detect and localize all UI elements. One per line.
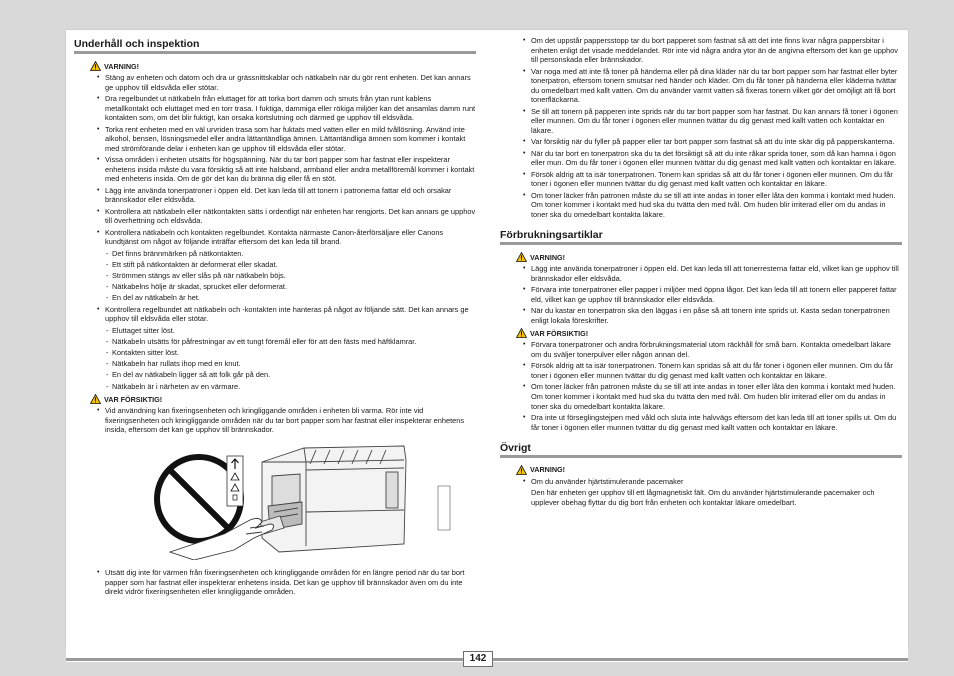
caution-triangle-icon (90, 394, 101, 404)
page-number: 142 (463, 651, 493, 667)
sub-list-item: - Eluttaget sitter löst. (74, 326, 476, 336)
warning-sticker-icon (227, 456, 243, 506)
sub-list-item: - En del av nätkabeln ligger så att folk går på den. (74, 370, 476, 380)
sub-list-item: - En del av nätkabeln är het. (74, 293, 476, 303)
list-item: • Se till att tonern på papperen inte sprids när du tar bort papper som har fastnat. Du kan annars få toner i ögonen eller munnen. Om du får toner i ögonen eller munnen tvättar du dig genast med kallt vatten och kontaktar en läkare. (500, 107, 902, 136)
section-heading-supplies: Förbrukningsartiklar (500, 229, 902, 245)
warning-label: VARNING! (530, 252, 566, 262)
list-item: • Vid användning kan fixeringsenheten och kringliggande områden i enheten bli varma. Rör inte vid fixeringsenheten och kringliggande områden när du tar bort papper som har fastnat eller inspekterar enhetens insida, eftersom det kan ge upphov till brännskador. (74, 406, 476, 435)
power-cord-checklist (74, 326, 476, 392)
list-item: • Dra regelbundet ut nätkabeln från eluttaget för att torka bort damm och smuts från ytan runt kablens metallkontakt och eluttaget med en torr trasa. I fuktiga, dammiga eller rökiga miljöer kan det ansamlas damm runt kontakten som, om det blir fuktigt, kan orsaka kortslutning och därmed ge upphov till eldsvåda. (74, 94, 476, 123)
list-item: • Vissa områden i enheten utsätts för högspänning. När du tar bort papper som har fastnat eller inspekterar enhetens insida måste du vara försiktig så att inte halsband, armband eller andra metallföremål kommer i kontakt med enhetens insida. Om de gör det kan du bränna dig eller få en stöt. (74, 155, 476, 184)
list-item: • Dra inte ut förseglingstejpen med våld och sluta inte halvvägs eftersom det kan leda till att toner spills ut. Om du får toner i ögonen eller munnen tvättar du dig genast med kallt vatten och kontaktar en läkare. (500, 413, 902, 432)
list-item: • Utsätt dig inte för värmen från fixeringsenheten och kringliggande områden för en längre period när du tar bort papper som har fastnat eller inspekterar enhetens insida. Det kan ge upphov till brännskador även om du inte direkt vidrör fixeringsenheten eller kringliggande områden. (74, 568, 476, 597)
list-item: • Om toner läcker från patronen måste du se till att inte andas in toner eller låta den komma i kontakt med huden. Om toner kommer i kontakt med hud ska du tvätta den med tvål. Om huden blir irriterad eller om du andas in toner ska du omedelbart kontakta läkare. (500, 191, 902, 220)
sub-list-item: - Det finns brännmärken på nätkontakten. (74, 249, 476, 259)
warning-triangle-icon (516, 252, 527, 262)
pacemaker-note: Den här enheten ger upphov till ett lågmagnetiskt fält. Om du använder hjärtstimulerande pacemaker och upplever obehag flyttar du dig bort från enheten och kontaktar läkare omedelbart. (531, 488, 875, 507)
supplies-caution-list (500, 340, 902, 432)
list-item: • Kontrollera nätkabeln och kontakten regelbundet. Kontakta närmaste Canon-återförsäljare eller Canons kundtjänst om något av följande inträffar eftersom det kan leda till brand. (74, 228, 476, 247)
warning-flag (516, 252, 902, 262)
sub-list-item: - Nätkabeln är i närheten av en värmare. (74, 382, 476, 392)
sub-list-item: - Kontakten sitter löst. (74, 348, 476, 358)
warning-flag (516, 465, 902, 475)
fixing-unit-illustration (74, 442, 476, 560)
caution-flag (516, 328, 902, 338)
sub-list-item: - Strömmen stängs av eller slås på när nätkabeln böjs. (74, 271, 476, 281)
printer-rear-illustration (74, 442, 476, 560)
other-warning-list (500, 477, 902, 487)
power-plug-checklist (74, 249, 476, 303)
printer-body (260, 446, 406, 552)
sub-list-item: - Ett stift på nätkontakten är deformerat eller skadat. (74, 260, 476, 270)
supplies-warning-list (500, 264, 902, 325)
warning-triangle-icon (90, 61, 101, 71)
left-column (74, 38, 476, 598)
list-item: • Var försiktig när du fyller på papper eller tar bort papper som fastnat så att du inte skär dig på papperskanterna. (500, 137, 902, 147)
list-item: • Lägg inte använda tonerpatroner i öppen eld. Det kan leda till att tonern i patronerna fattar eld och orsakar brännskador eller eldsvåda. (74, 186, 476, 205)
caution-triangle-icon (516, 328, 527, 338)
section-heading-maintenance: Underhåll och inspektion (74, 38, 476, 54)
jam-warning-list (500, 36, 902, 219)
list-item: • Om det uppstår pappersstopp tar du bort papperet som fastnat så att det inte finns kvar några pappersbitar i enheten enligt det visade meddelandet. Rör inte vid några andra ytor än de angivna eftersom det kan ge upphov till personskada eller brännskador. (500, 36, 902, 65)
list-item: • Om toner läcker från patronen måste du se till att inte andas in toner eller låta den komma i kontakt med huden. Om toner kommer i kontakt med hud ska du tvätta den med tvål. Om huden blir irriterad eller om du andas in toner ska du omedelbart kontakta läkare. (500, 382, 902, 411)
list-item: • Försök aldrig att ta isär tonerpatronen. Tonern kan spridas så att du får toner i ögonen eller munnen. Om du får toner i ögonen eller munnen tvättar du dig genast med kallt vatten och kontaktar en läkare. (500, 361, 902, 380)
list-item: • Förvara inte tonerpatroner eller papper i miljöer med öppna lågor. Det kan leda till att tonern eller papperet fattar eld, vilket kan ge upphov till brännskador eller eldsvåda. (500, 285, 902, 304)
list-item: • Försök aldrig att ta isär tonerpatronen. Tonern kan spridas så att du får toner i ögonen eller munnen. Om du får toner i ögonen eller munnen tvättar du dig genast med kallt vatten och kontaktar en läkare. (500, 170, 902, 189)
list-item: • Kontrollera att nätkabeln eller nätkontakten sätts i ordentligt när enheten har rengjorts. Det kan annars ge upphov till överhettning och eldsvåda. (74, 207, 476, 226)
warning-label: VARNING! (530, 465, 566, 475)
list-item: • Om du använder hjärtstimulerande pacemaker (500, 477, 902, 487)
warning-list (74, 73, 476, 247)
manual-page (66, 30, 908, 648)
caution-list (74, 406, 476, 435)
list-item: • Lägg inte använda tonerpatroner i öppen eld. Det kan leda till att tonerresterna fattar eld, vilket kan ge upphov till brännskador eller eldsvåda. (500, 264, 902, 283)
sub-list-item: - Nätkabelns hölje är skadat, sprucket eller deformerat. (74, 282, 476, 292)
list-item: • Förvara tonerpatroner och andra förbrukningsmaterial utom räckhåll för små barn. Kontakta omedelbart läkare om du sväljer tonerpulver eller någon annan del. (500, 340, 902, 359)
list-item: • Var noga med att inte få toner på händerna eller på dina kläder när du tar bort papper som har fastnat eller byter tonerpatron, eftersom tonern smutsar ned händer och kläder. Om du får toner på händerna eller kläderna tvättar du omedelbart med kallt vatten. Om du använder varmt vatten så fixeras tonern vilket gör det omöjligt att få bort tonerfläckarna. (500, 67, 902, 105)
warning-triangle-icon (516, 465, 527, 475)
right-column (500, 36, 902, 510)
list-item: • När du kastar en tonerpatron ska den läggas i en påse så att tonern inte sprids ut. Kasta sedan tonerpatronen enligt lokala föreskrifter. (500, 306, 902, 325)
warning-flag (90, 61, 476, 71)
caution-list-cont (74, 568, 476, 597)
warning-label: VARNING! (104, 61, 140, 71)
list-item: • Stäng av enheten och datorn och dra ur grässnittskablar och nätkabeln när du gör rent enheten. Det kan annars ge upphov till eldsvåda eller stötar. (74, 73, 476, 92)
sub-list-item: - Nätkabeln har rullats ihop med en knut. (74, 359, 476, 369)
list-item: • Torka rent enheten med en väl urvriden trasa som har fuktats med vatten eller en mild tvållösning. Använd inte alkohol, bensen, lösningsmedel eller andra lättantändliga ämnen. Lättantändliga ämnen som kommer i kontakt med strömförande delar i enheten kan ge upphov till eldsvåda eller stötar. (74, 125, 476, 154)
caution-label: VAR FÖRSIKTIG! (104, 394, 163, 404)
side-label (438, 486, 450, 530)
list-item: • Kontrollera regelbundet att nätkabeln och -kontakten inte hanteras på något av följande sätt. Det kan annars ge upphov till eldsvåda eller stötar. (74, 305, 476, 324)
caution-label: VAR FÖRSIKTIG! (530, 328, 589, 338)
caution-flag (90, 394, 476, 404)
warning-list-cont (74, 305, 476, 324)
list-item: • När du tar bort en tonerpatron ska du ta det försiktigt så att du inte råkar sprida toner, som då kan hamna i ögon eller mun. Om du får toner i ögonen eller munnen tvättar du dig genast med kallt vatten och kontaktar en läkare. (500, 149, 902, 168)
sub-list-item: - Nätkabeln utsätts för påfrestningar av ett tungt föremål eller för att den fästs med häftklamrar. (74, 337, 476, 347)
section-heading-other: Övrigt (500, 442, 902, 458)
